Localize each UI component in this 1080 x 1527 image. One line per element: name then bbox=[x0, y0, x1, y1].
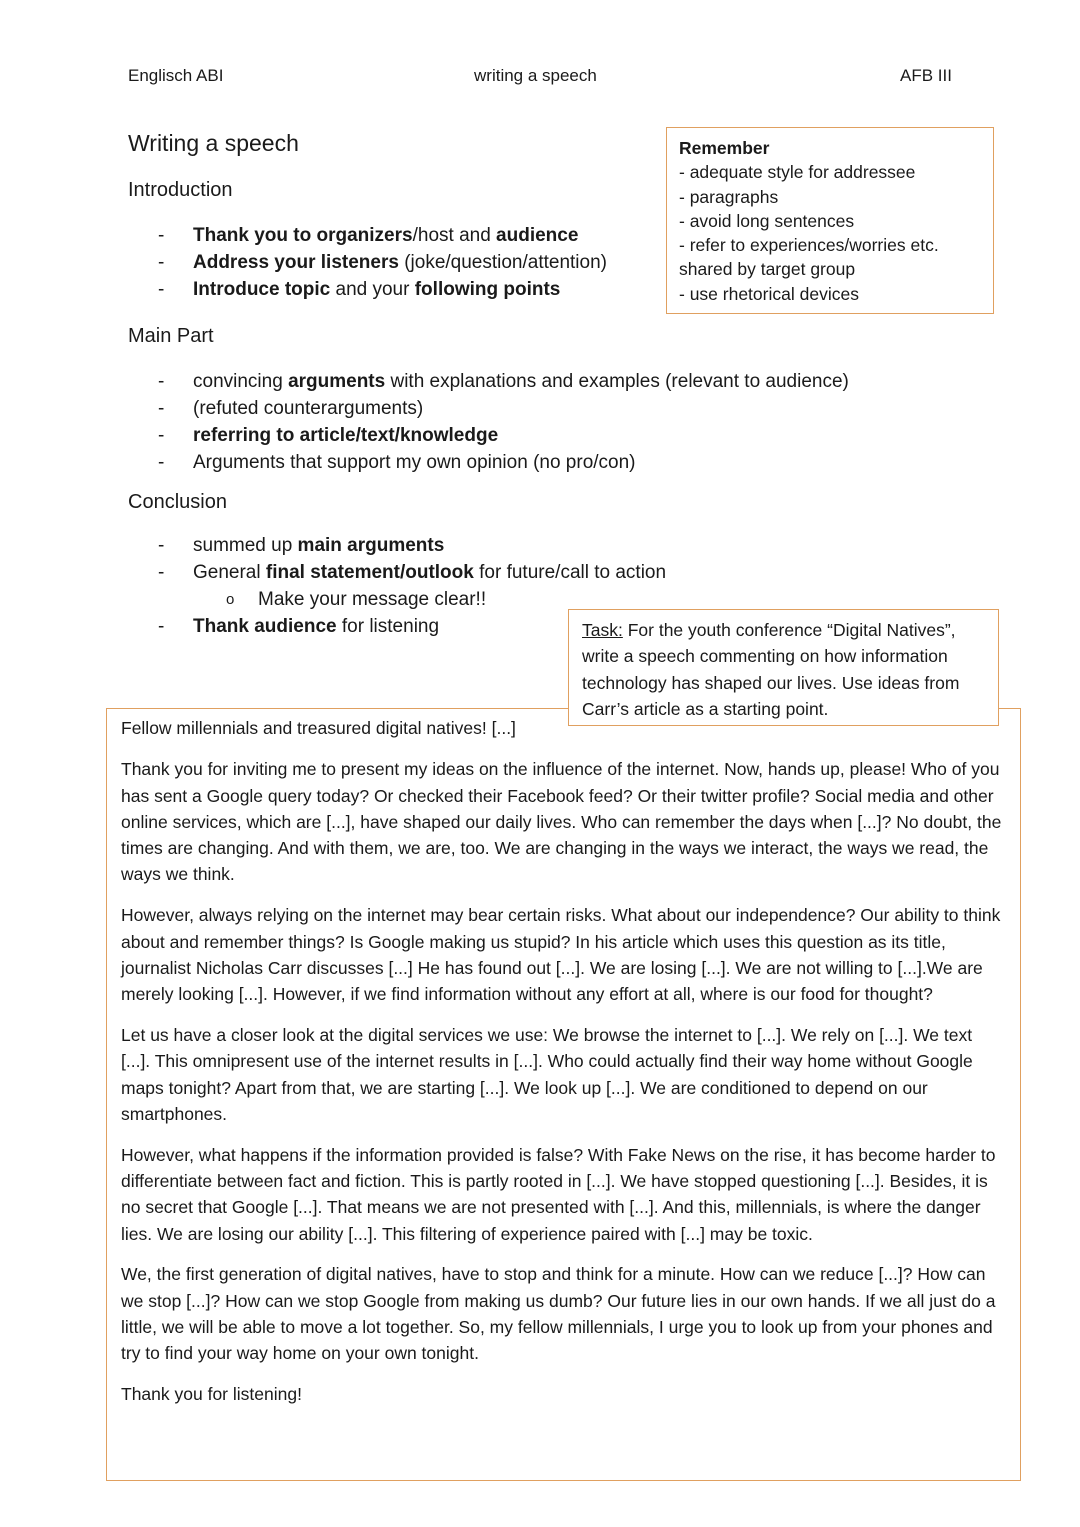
speech-paragraph: Let us have a closer look at the digital services we use: We browse the internet to [...]. We rely on [...]. We text [...]. This omnipresent use of the internet results in [...]. Who could actually find their way home without Google maps tonight? Apart from that, we are starting [...]. We look up [...]. We are conditioned to depend on our smartphones. bbox=[121, 1024, 973, 1124]
bullet-dash: - bbox=[158, 425, 165, 446]
bold-segment: final statement/outlook bbox=[265, 562, 474, 583]
rich-line bbox=[193, 425, 498, 446]
speech-paragraph: We, the first generation of digital natives, have to stop and think for a minute. How can we reduce [...]? How can we stop [...]? How can we stop Google from making us dumb? Our future lies in our own hands. If we all just do a little, we will be able to move a lot together. So, my fellow millennials, I urge you to look up from your phones and try to find your way home on your own tonight. bbox=[121, 1264, 996, 1364]
bullet-dash: - bbox=[158, 452, 165, 473]
bullet-dash: - bbox=[158, 616, 165, 637]
remember-line: - paragraphs bbox=[679, 186, 779, 207]
page-title: Writing a speech bbox=[128, 130, 299, 156]
bold-segment: main arguments bbox=[297, 535, 445, 556]
remember-line: - adequate style for addressee bbox=[679, 162, 916, 183]
bullet-dash: - bbox=[158, 279, 165, 300]
text-segment: convincing bbox=[193, 371, 289, 392]
introduction-list bbox=[158, 222, 607, 303]
speech-paragraph: However, always relying on the internet may bear certain risks. What about our independence? Our ability to think about and remember things? Is Google making us stupid? In his article which uses this question as its title, journalist Nicholas Carr discusses [...] He has found out [...]. We are losing [...]. We are not willing to [...].We are merely looking [...]. However, if we find information without any effort at all, where is our food for thought? bbox=[121, 905, 1001, 1005]
list-item bbox=[158, 222, 607, 249]
rich-line bbox=[193, 398, 423, 419]
text-segment: for listening bbox=[336, 616, 440, 637]
header-center: writing a speech bbox=[474, 66, 597, 85]
header-right: AFB III bbox=[900, 66, 952, 85]
bold-segment: Thank audience bbox=[193, 616, 337, 637]
text-segment: for future/call to action bbox=[473, 562, 667, 583]
bullet-dash: - bbox=[158, 252, 165, 273]
text-segment: Arguments that support my own opinion (no pro/con) bbox=[193, 452, 636, 473]
speech-paragraph: Thank you for inviting me to present my ideas on the influence of the internet. Now, hands up, please! Who of you has sent a Google query today? Or checked their Facebook feed? Or their twitter profile? Social media and other online services, which are [...], have shaped our daily lives. Who can remember the days when [...]? No doubt, the times are changing. And with them, we are, too. We are changing in the ways we interact, the ways we read, the ways we think. bbox=[121, 759, 1002, 885]
list-item bbox=[158, 449, 849, 476]
rich-line bbox=[193, 562, 666, 583]
main-part-heading: Main Part bbox=[128, 325, 214, 347]
sub-bullet: o bbox=[226, 591, 235, 608]
remember-line: shared by target group bbox=[679, 259, 856, 280]
bold-segment: Introduce topic bbox=[193, 279, 331, 300]
list-item bbox=[158, 559, 666, 586]
bullet-dash: - bbox=[158, 535, 165, 556]
sub-item-text: Make your message clear!! bbox=[258, 589, 487, 610]
list-item bbox=[158, 249, 607, 276]
bold-segment: Thank you to organizers bbox=[193, 225, 413, 246]
rich-line bbox=[193, 371, 849, 392]
rich-line bbox=[193, 452, 636, 473]
bold-segment: referring to article/text/knowledge bbox=[193, 425, 499, 446]
speech-paragraph: However, what happens if the information provided is false? With Fake News on the rise, it has become harder to differentiate between fact and fiction. This is partly rooted in [...]. We have stopped questioning [...]. Besides, it is no secret that Google [...]. That means we are not presented with [...]. And this, millennials, is where the danger lies. We are losing our ability [...]. This filtering of experience paired with [...] may be toxic. bbox=[121, 1144, 996, 1244]
list-item bbox=[158, 422, 849, 449]
conclusion-heading: Conclusion bbox=[128, 491, 227, 513]
list-item bbox=[158, 532, 666, 559]
rich-line bbox=[193, 535, 444, 556]
remember-heading: Remember bbox=[679, 138, 770, 158]
speech-paragraph: Thank you for listening! bbox=[121, 1384, 302, 1405]
rich-line bbox=[193, 616, 439, 637]
text-segment: (joke/question/attention) bbox=[398, 252, 607, 273]
speech-paragraph: Fellow millennials and treasured digital natives! [...] bbox=[121, 718, 516, 738]
bullet-dash: - bbox=[158, 562, 165, 583]
remember-line: - avoid long sentences bbox=[679, 210, 855, 231]
bullet-dash: - bbox=[158, 371, 165, 392]
task-label: Task: bbox=[582, 620, 623, 640]
text-segment: with explanations and examples (relevant to audience) bbox=[385, 371, 849, 392]
bold-segment: Address your listeners bbox=[193, 252, 399, 273]
remember-box bbox=[666, 127, 994, 314]
task-text: For the youth conference “Digital Natives”, write a speech commenting on how information technology has shaped our lives. Use ideas from Carr’s article as a starting point. bbox=[582, 620, 960, 719]
bullet-dash: - bbox=[158, 398, 165, 419]
text-segment: General bbox=[193, 562, 266, 583]
bold-segment: arguments bbox=[288, 371, 386, 392]
text-segment: and your bbox=[330, 279, 415, 300]
text-segment: (refuted counterarguments) bbox=[193, 398, 424, 419]
list-item bbox=[158, 368, 849, 395]
remember-line: - refer to experiences/worries etc. bbox=[679, 235, 939, 256]
rich-line bbox=[193, 279, 560, 300]
rich-line bbox=[193, 252, 607, 273]
remember-line: - use rhetorical devices bbox=[679, 283, 859, 304]
main-part-list bbox=[158, 368, 849, 476]
speech-box bbox=[106, 708, 1021, 1481]
list-item bbox=[158, 395, 849, 422]
list-item bbox=[158, 276, 607, 303]
bold-segment: audience bbox=[496, 225, 579, 246]
rich-line bbox=[193, 225, 578, 246]
header-left: Englisch ABI bbox=[128, 66, 224, 85]
text-segment: summed up bbox=[193, 535, 298, 556]
bold-segment: following points bbox=[414, 279, 561, 300]
bullet-dash: - bbox=[158, 225, 165, 246]
task-box bbox=[568, 609, 999, 726]
introduction-heading: Introduction bbox=[128, 179, 233, 201]
text-segment: /host and bbox=[412, 225, 497, 246]
